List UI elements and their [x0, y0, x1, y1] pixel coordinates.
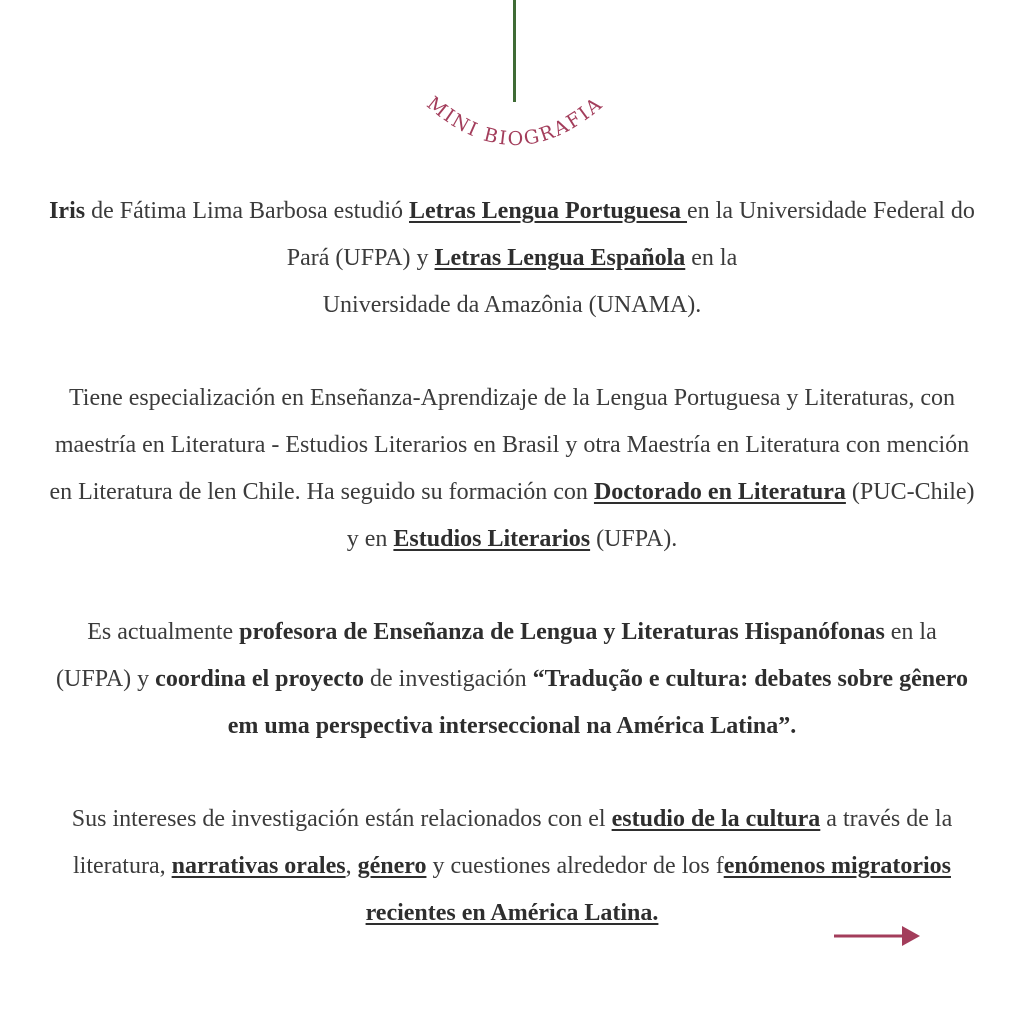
arrow-right-icon[interactable] [832, 922, 922, 950]
bio-paragraph-education [48, 188, 976, 329]
bio-text: en la Universidade Federal do Pará (UFPA) y [286, 198, 975, 271]
link-fenomenos-migratorios[interactable]: enómenos migratorios recientes en América Latina. [365, 853, 951, 926]
bio-text: de Fátima Lima Barbosa estudió [85, 198, 410, 224]
bio-text: Tiene especialización en Enseñanza-Aprendizaje de la Lengua Portuguesa y Literaturas, con maestría en Literatura - Estudios Literarios en Brasil y otra Maestría en Literatura con mención en Literatura de len Chile. Ha seguido su formación con [49, 385, 970, 505]
bio-text: Universidade da Amazônia (UNAMA). [322, 292, 702, 318]
bio-text: de investigación [364, 666, 533, 692]
link-estudios-literarios[interactable]: Estudios Literarios [393, 526, 591, 552]
link-letras-portuguesa[interactable]: Letras Lengua Portuguesa [409, 198, 688, 224]
bio-text: y cuestiones alrededor de los f [426, 853, 724, 879]
bio-name: Iris [49, 198, 86, 224]
link-genero[interactable]: género [357, 853, 427, 879]
bio-paragraph-specialization [48, 375, 976, 563]
link-doctorado-literatura[interactable]: Doctorado en Literatura [593, 479, 846, 505]
biography-body [48, 188, 976, 937]
bio-text: a través de la literatura, [73, 806, 953, 879]
bio-text: Sus intereses de investigación están relacionados con el [71, 806, 612, 832]
link-letras-espanola[interactable]: Letras Lengua Española [434, 245, 686, 271]
bio-paragraph-current-role [48, 609, 976, 750]
bio-project-title: “Tradução e cultura: debates sobre gênero em uma perspectiva interseccional na América Latina”. [227, 666, 968, 739]
bio-coordination: coordina el proyecto [155, 666, 365, 692]
bio-text: Es actualmente [87, 619, 240, 645]
bio-paragraph-interests [48, 796, 976, 937]
section-title: MINI BIOGRAFIA [422, 92, 608, 151]
bio-text: , [345, 853, 358, 879]
bio-text: en la (UFPA) y [56, 619, 937, 692]
link-narrativas-orales[interactable]: narrativas orales [171, 853, 346, 879]
bio-text: (PUC-Chile) y en [346, 479, 975, 552]
bio-text: en la [685, 245, 738, 271]
bio-text: (UFPA). [590, 526, 678, 552]
bio-role: profesora de Enseñanza de Lengua y Literaturas Hispanófonas [239, 619, 885, 645]
link-estudio-cultura[interactable]: estudio de la cultura [611, 806, 821, 832]
section-title-arc [380, 70, 650, 180]
